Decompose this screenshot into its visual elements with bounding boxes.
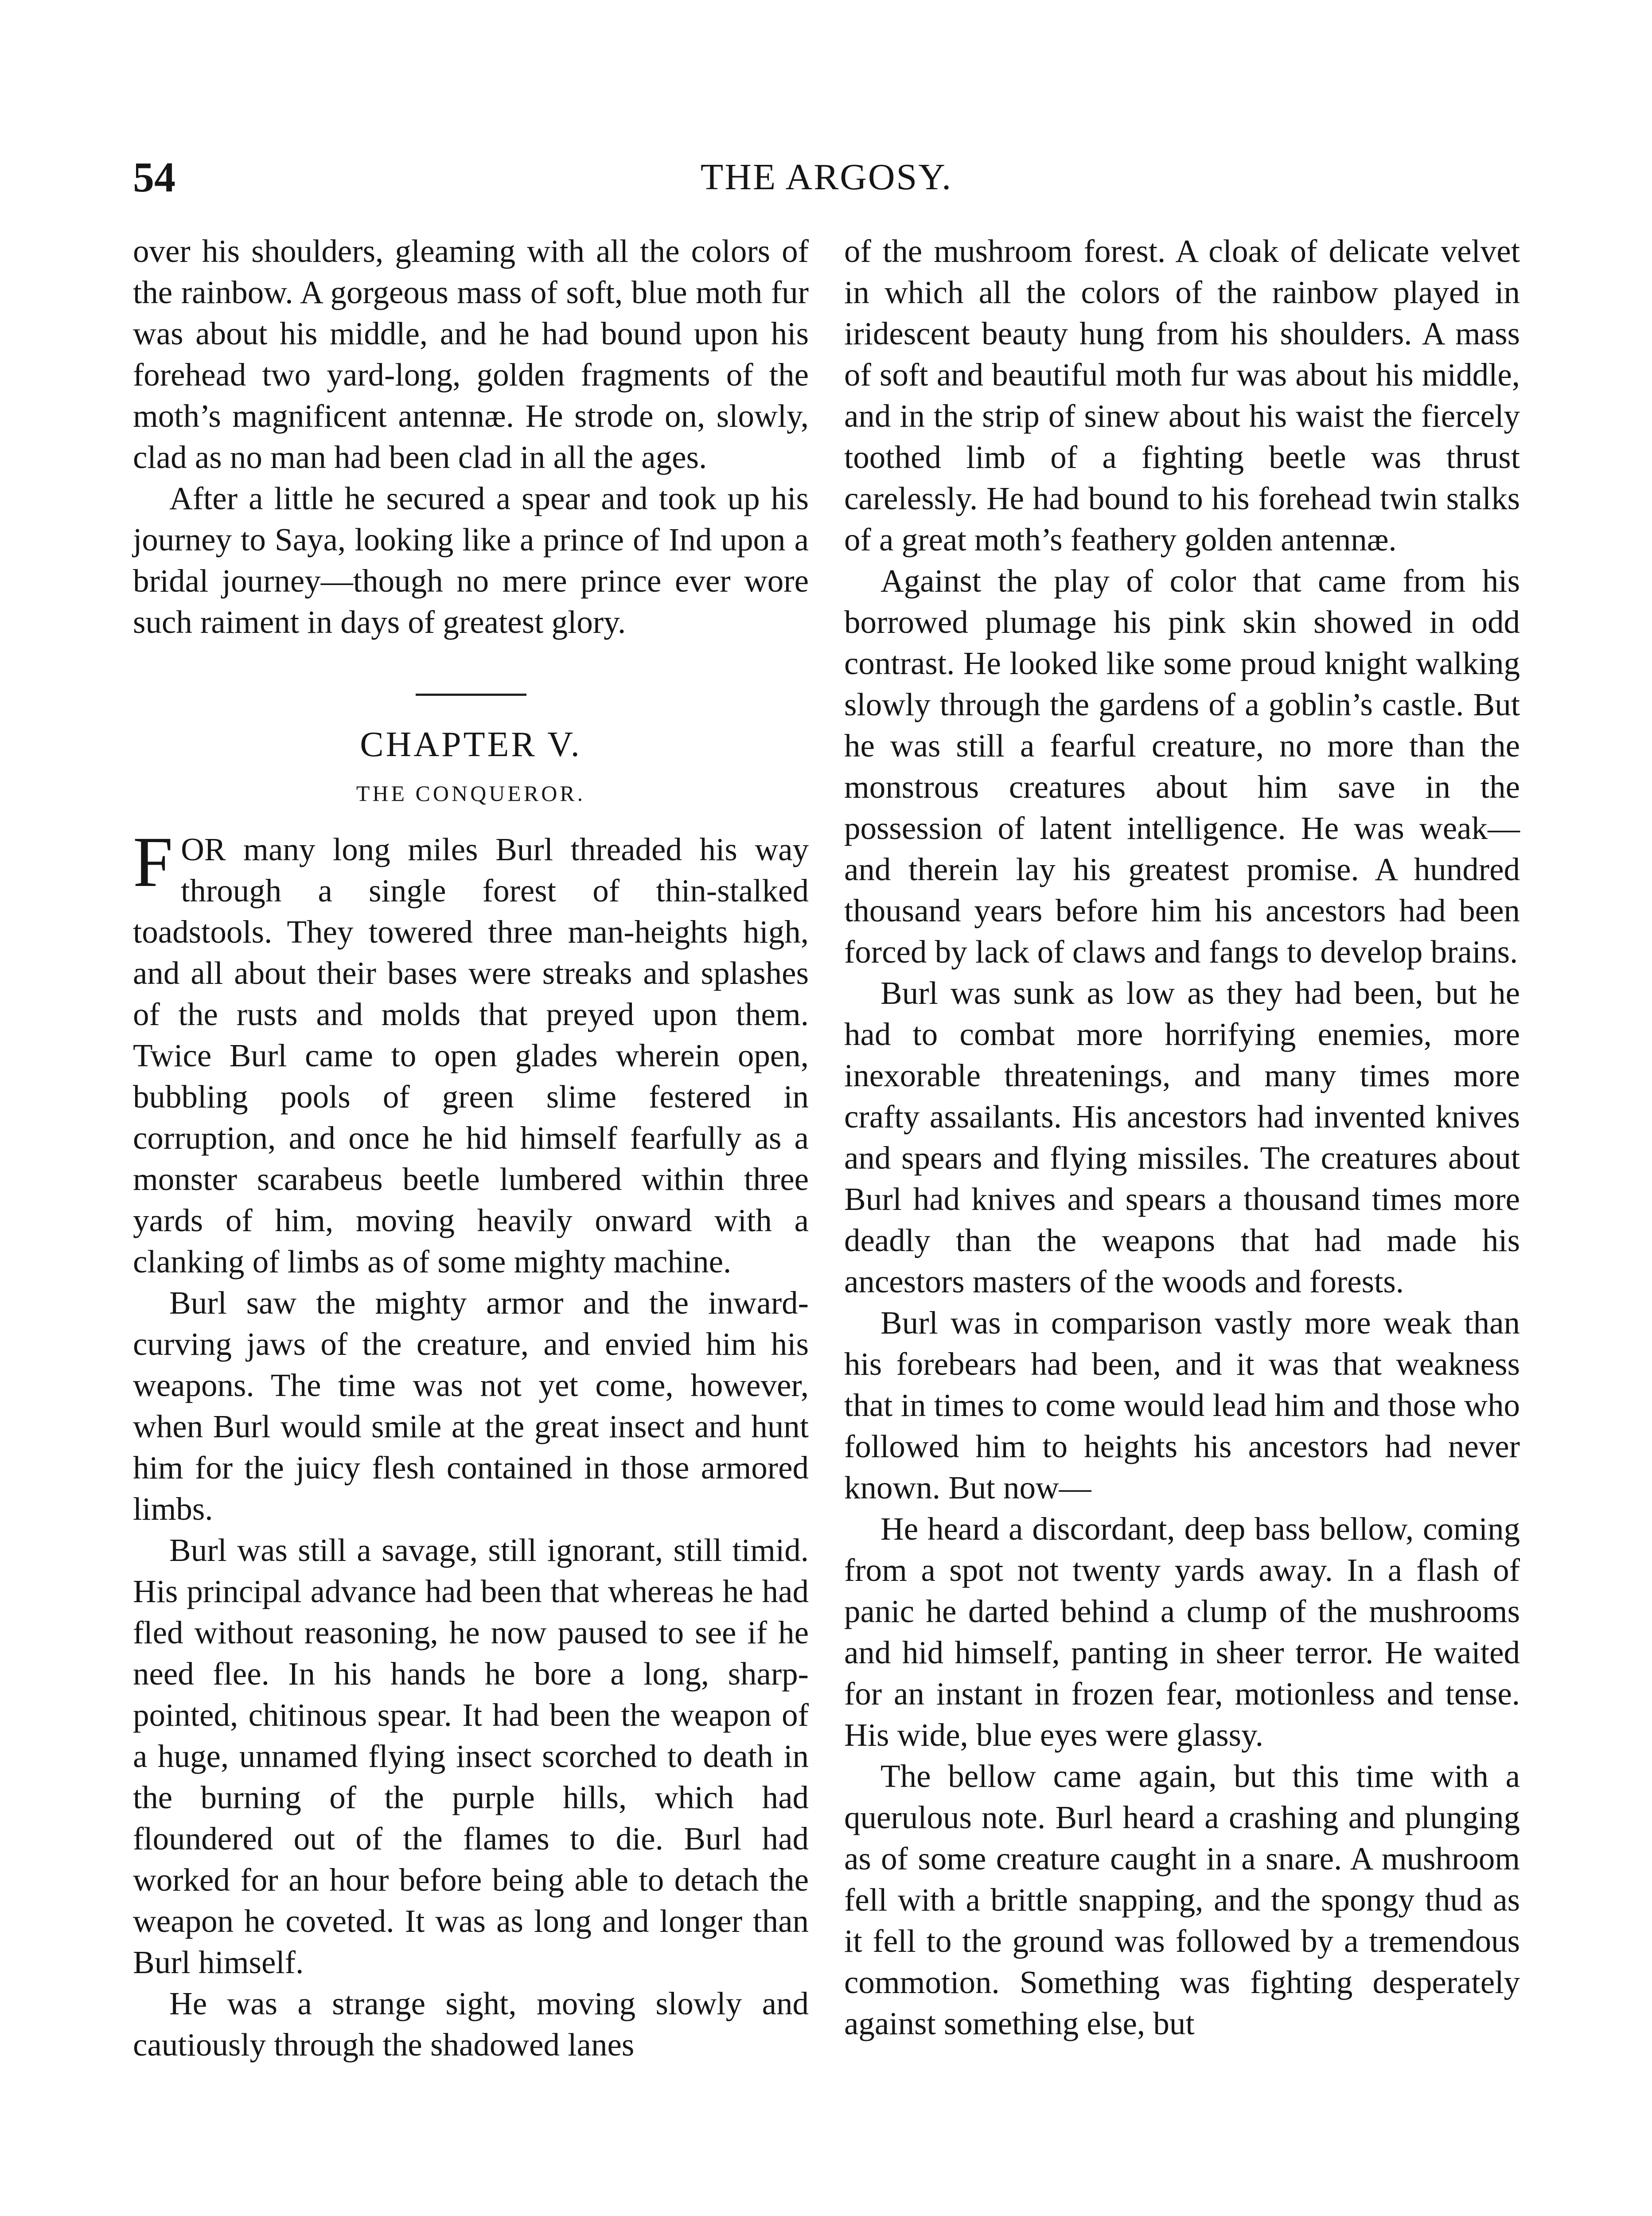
paragraph: Burl was still a savage, still ignorant, still timid. His principal advance had been that whereas he had fled without reasoning, he now paused to see if he need flee. In his hands he bore a long, sharp-pointed, chitinous spear. It had been the weapon of a huge, unnamed flying insect scorched to death in the burning of the purple hills, which had floundered out of the flames to die. Burl had worked for an hour before being able to detach the weapon he coveted. It was as long and longer than Burl himself. <box>133 1532 809 1980</box>
drop-cap-letter: F <box>133 823 173 902</box>
right-column <box>844 230 1520 2044</box>
paragraph: of the mushroom forest. A cloak of delicate velvet in which all the colors of the rainbow played in iridescent beauty hung from his shoulders. A mass of soft and beautiful moth fur was about his middle, and in the strip of sinew about his waist the fiercely toothed limb of a fighting beetle was thrust carelessly. He had bound to his forehead twin stalks of a great moth’s feathery golden antennæ. <box>844 233 1520 558</box>
section-divider <box>416 694 526 696</box>
paragraph: After a little he secured a spear and took up his journey to Saya, looking like a prince of Ind upon a bridal journey—though no mere prince ever wore such raiment in days of greatest glory. <box>133 480 809 640</box>
chapter-title: THE CONQUEROR. <box>356 781 586 806</box>
paragraph: Burl was sunk as low as they had been, but he had to combat more horrifying enemies, more inexorable threatenings, and many times more crafty assailants. His ancestors had invented knives and spears and flying missiles. The creatures about Burl had knives and spears a thousand times more deadly than the weapons that had made his ancestors masters of the woods and forests. <box>844 975 1520 1299</box>
paragraph: The bellow came again, but this time with a querulous note. Burl heard a crashing and plunging as of some creature caught in a snare. A mushroom fell with a brittle snapping, and the spongy thud as it fell to the ground was followed by a tremendous commotion. Something was fighting desperately against something else, but <box>844 1758 1520 2041</box>
paragraph: over his shoulders, gleaming with all the colors of the rainbow. A gorgeous mass of soft, blue moth fur was about his middle, and he had bound upon his forehead two yard-long, golden fragments of the moth’s magnificent antennæ. He strode on, slowly, clad as no man had been clad in all the ages. <box>133 233 809 475</box>
dropcap-paragraph <box>133 823 809 1282</box>
paragraph: Against the play of color that came from his borrowed plumage his pink skin showed in odd contrast. He looked like some proud knight walking slowly through the gardens of a goblin’s castle. But he was still a fearful creature, no more than the monstrous creatures about him save in the possession of latent intelligence. He was weak—and therein lay his greatest promise. A hundred thousand years before him his ancestors had been forced by lack of claws and fangs to develop brains. <box>844 563 1520 970</box>
paragraph: Burl was in comparison vastly more weak than his forebears had been, and it was that weakness that in times to come would lead him and those who followed him to heights his ancestors had never known. But now— <box>844 1305 1520 1506</box>
chapter-heading: CHAPTER V. <box>360 725 582 764</box>
paragraph: Burl saw the mighty armor and the inward-curving jaws of the creature, and envied him his weapons. The time was not yet come, however, when Burl would smile at the great insect and hunt him for the juicy flesh contained in those armored limbs. <box>133 1285 809 1527</box>
paragraph-text: OR many long miles Burl threaded his way through a single forest of thin-stalked toadstools. They towered three man-heights high, and all about their bases were streaks and splashes of the rusts and molds that preyed upon them. Twice Burl came to open glades wherein open, bubbling pools of green slime festered in corruption, and once he hid himself fearfully as a monster scarabeus beetle lumbered within three yards of him, moving heavily onward with a clanking of limbs as of some mighty machine. <box>133 831 809 1280</box>
page-header <box>133 151 1520 204</box>
page-number: 54 <box>133 153 175 201</box>
running-head: THE ARGOSY. <box>700 156 953 198</box>
paragraph: He was a strange sight, moving slowly and cautiously through the shadowed lanes <box>133 1986 809 2063</box>
paragraph: He heard a discordant, deep bass bellow, coming from a spot not twenty yards away. In a flash of panic he darted behind a clump of the mushrooms and hid himself, panting in sheer terror. He waited for an instant in frozen fear, motionless and tense. His wide, blue eyes were glassy. <box>844 1511 1520 1753</box>
left-column <box>133 230 809 2065</box>
